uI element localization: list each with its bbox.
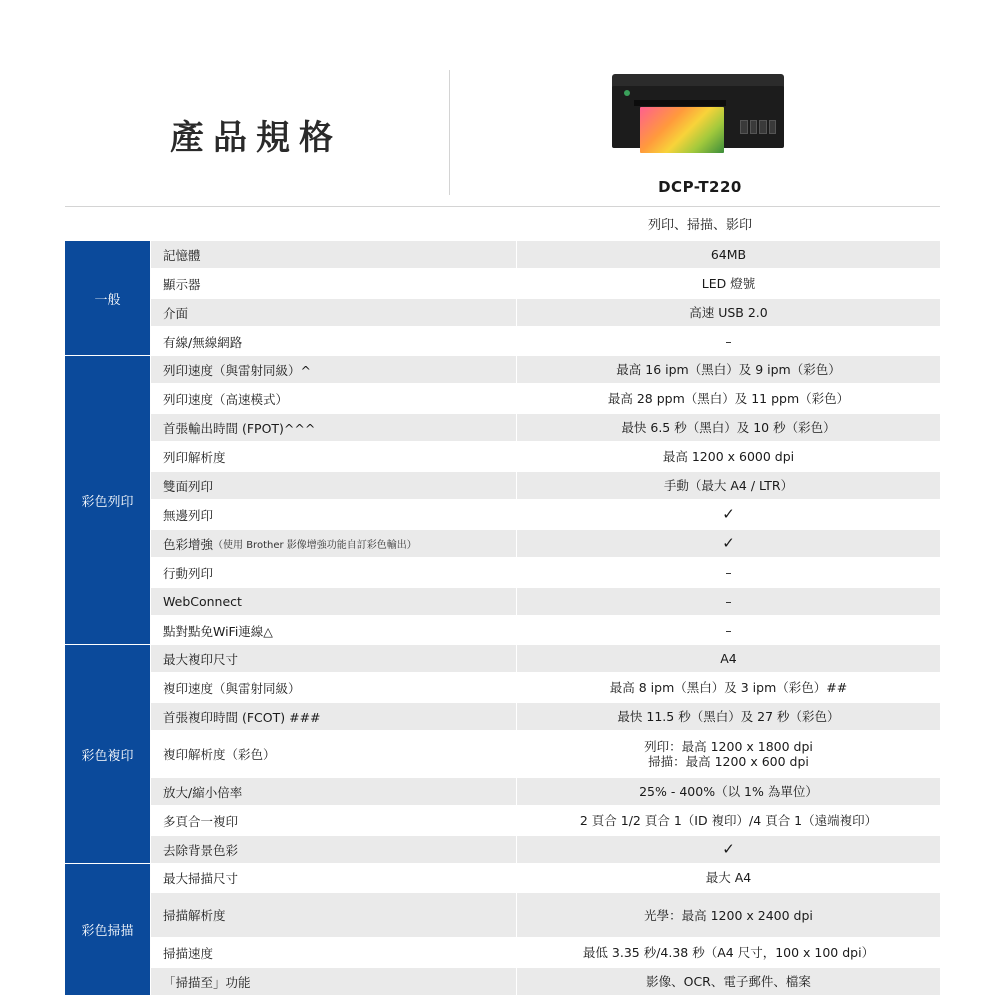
spec-label-text: 首張輸出時間 (FPOT)^^^ [163, 420, 316, 436]
spec-row [150, 414, 940, 441]
spec-label [151, 939, 516, 966]
spec-value-line: 最高 16 ipm（黑白）及 9 ipm（彩色） [616, 362, 841, 377]
spec-row [150, 501, 940, 528]
spec-label-text: 有線/無線網路 [163, 334, 243, 350]
spec-label-text: 列印解析度 [163, 449, 226, 465]
spec-value-line: – [725, 334, 732, 349]
spec-value [517, 807, 940, 834]
spec-row [150, 836, 940, 863]
spec-label-text: 掃描解析度 [163, 908, 226, 923]
spec-value-line: LED 燈號 [701, 276, 756, 291]
spec-value [517, 836, 940, 863]
spec-label-text: 行動列印 [163, 565, 214, 581]
spec-row [150, 270, 940, 297]
spec-label [151, 385, 516, 412]
spec-label [151, 968, 516, 995]
section-category: 彩色掃描 [65, 864, 150, 995]
spec-label-text: 列印速度（高速模式） [163, 391, 289, 407]
title-divider [449, 70, 450, 195]
spec-label-text: 點對點免WiFi連線△ [163, 623, 273, 639]
spec-label-text: 色彩增強 [163, 536, 214, 552]
spec-table [65, 241, 940, 996]
spec-value-line: 64MB [710, 247, 747, 262]
spec-section [65, 356, 940, 644]
spec-row [150, 968, 940, 995]
spec-label-text: 最大複印尺寸 [163, 651, 239, 667]
spec-value [517, 299, 940, 326]
spec-value [517, 328, 940, 355]
spec-label [151, 328, 516, 355]
header-rule [65, 206, 940, 207]
spec-value-line: 25% - 400%（以 1% 為單位） [639, 784, 818, 799]
spec-label-text: 放大/縮小倍率 [163, 784, 243, 800]
spec-label-text: 最大掃描尺寸 [163, 870, 239, 886]
spec-value [517, 241, 940, 268]
spec-row [150, 645, 940, 672]
page-title: 產品規格 [170, 118, 342, 158]
spec-value [517, 674, 940, 701]
spec-label-text: WebConnect [163, 594, 242, 609]
section-category: 一般 [65, 241, 150, 355]
spec-value-line: 列印：最高 1200 x 1800 dpi [644, 739, 813, 754]
spec-section [65, 864, 940, 995]
spec-value-line: 手動（最大 A4 / LTR） [663, 478, 794, 493]
spec-value [517, 530, 940, 557]
spec-row [150, 588, 940, 615]
spec-label [151, 443, 516, 470]
spec-label-text: 介面 [163, 305, 189, 321]
spec-value [517, 414, 940, 441]
section-category: 彩色列印 [65, 356, 150, 644]
spec-value-line: 最低 3.35 秒/4.38 秒（A4 尺寸，100 x 100 dpi） [582, 945, 875, 960]
spec-value [517, 645, 940, 672]
printer-image [612, 74, 784, 154]
spec-value [517, 588, 940, 615]
spec-value [517, 732, 940, 776]
spec-row [150, 530, 940, 557]
spec-label-text: 列印速度（與雷射同級）^ [163, 362, 311, 378]
spec-row [150, 939, 940, 966]
spec-label [151, 299, 516, 326]
spec-value [517, 443, 940, 470]
spec-row [150, 559, 940, 586]
section-category: 彩色複印 [65, 645, 150, 863]
spec-label [151, 674, 516, 701]
spec-label [151, 501, 516, 528]
spec-label [151, 617, 516, 644]
spec-label-text: 雙面列印 [163, 478, 214, 494]
spec-value [517, 385, 940, 412]
spec-row [150, 328, 940, 355]
model-functions: 列印、掃描、影印 [647, 218, 752, 233]
spec-value-line: 最高 28 ppm（黑白）及 11 ppm（彩色） [607, 391, 850, 406]
spec-value [517, 617, 940, 644]
spec-value-line: 2 頁合 1/2 頁合 1（ID 複印）/4 頁合 1（遠端複印） [579, 813, 878, 828]
spec-label [151, 530, 516, 557]
spec-value [517, 968, 940, 995]
spec-row [150, 299, 940, 326]
spec-value-line: 最快 11.5 秒（黑白）及 27 秒（彩色） [617, 709, 840, 724]
spec-row [150, 807, 940, 834]
spec-section [65, 241, 940, 355]
spec-value-line: – [725, 565, 732, 580]
spec-row [150, 674, 940, 701]
spec-value [517, 356, 940, 383]
spec-row [150, 617, 940, 644]
spec-value-line: – [725, 623, 732, 638]
spec-row [150, 385, 940, 412]
spec-value [517, 559, 940, 586]
spec-label-text: 顯示器 [163, 276, 201, 292]
spec-label-text: 掃描速度 [163, 945, 214, 961]
spec-row [150, 732, 940, 776]
spec-value [517, 472, 940, 499]
spec-label [151, 241, 516, 268]
spec-label [151, 588, 516, 615]
spec-value-line: 光學：最高 1200 x 2400 dpi [644, 907, 813, 923]
spec-value [517, 778, 940, 805]
spec-value-line: 最高 8 ipm（黑白）及 3 ipm（彩色）## [609, 680, 848, 695]
spec-value-line: A4 [720, 651, 737, 666]
spec-label [151, 414, 516, 441]
spec-label-text: 複印速度（與雷射同級） [163, 680, 301, 696]
spec-label-text: 首張複印時間 (FCOT) ### [163, 709, 321, 725]
spec-label [151, 864, 516, 891]
spec-label [151, 703, 516, 730]
spec-value [517, 501, 940, 528]
spec-value [517, 893, 940, 937]
spec-row [150, 703, 940, 730]
spec-label-text: 記憶體 [163, 247, 201, 263]
spec-row [150, 241, 940, 268]
spec-label-text: 「掃描至」功能 [163, 974, 251, 990]
spec-section [65, 645, 940, 863]
spec-label-text: 無邊列印 [163, 507, 214, 523]
spec-value-line: 最快 6.5 秒（黑白）及 10 秒（彩色） [621, 420, 836, 435]
spec-label [151, 472, 516, 499]
spec-label-note: （使用 Brother 影像增強功能自訂彩色輸出） [213, 540, 417, 551]
spec-row [150, 893, 940, 937]
spec-value-line: 影像、OCR、電子郵件、檔案 [646, 974, 811, 989]
checkmark-icon: ✓ [722, 505, 735, 523]
spec-row [150, 778, 940, 805]
spec-label-text: 複印解析度（彩色） [163, 747, 276, 762]
spec-label [151, 807, 516, 834]
spec-value-line: 掃描：最高 1200 x 600 dpi [648, 754, 809, 769]
spec-value-line: 最高 1200 x 6000 dpi [662, 449, 795, 464]
checkmark-icon: ✓ [722, 534, 735, 552]
spec-value [517, 864, 940, 891]
spec-value [517, 703, 940, 730]
model-name: DCP-T220 [658, 178, 742, 196]
spec-label-text: 多頁合一複印 [163, 813, 239, 829]
spec-label [151, 778, 516, 805]
spec-value-line: 最大 A4 [705, 870, 752, 885]
spec-value-line: 高速 USB 2.0 [689, 305, 768, 320]
spec-label [151, 893, 516, 937]
spec-label [151, 836, 516, 863]
checkmark-icon: ✓ [722, 840, 735, 858]
spec-label [151, 732, 516, 776]
spec-row [150, 443, 940, 470]
spec-row [150, 356, 940, 383]
spec-row [150, 472, 940, 499]
spec-label [151, 645, 516, 672]
spec-row [150, 864, 940, 891]
spec-label [151, 559, 516, 586]
spec-value [517, 270, 940, 297]
spec-label [151, 356, 516, 383]
spec-value-line: – [725, 594, 732, 609]
spec-value [517, 939, 940, 966]
spec-label-text: 去除背景色彩 [163, 842, 239, 858]
spec-label [151, 270, 516, 297]
